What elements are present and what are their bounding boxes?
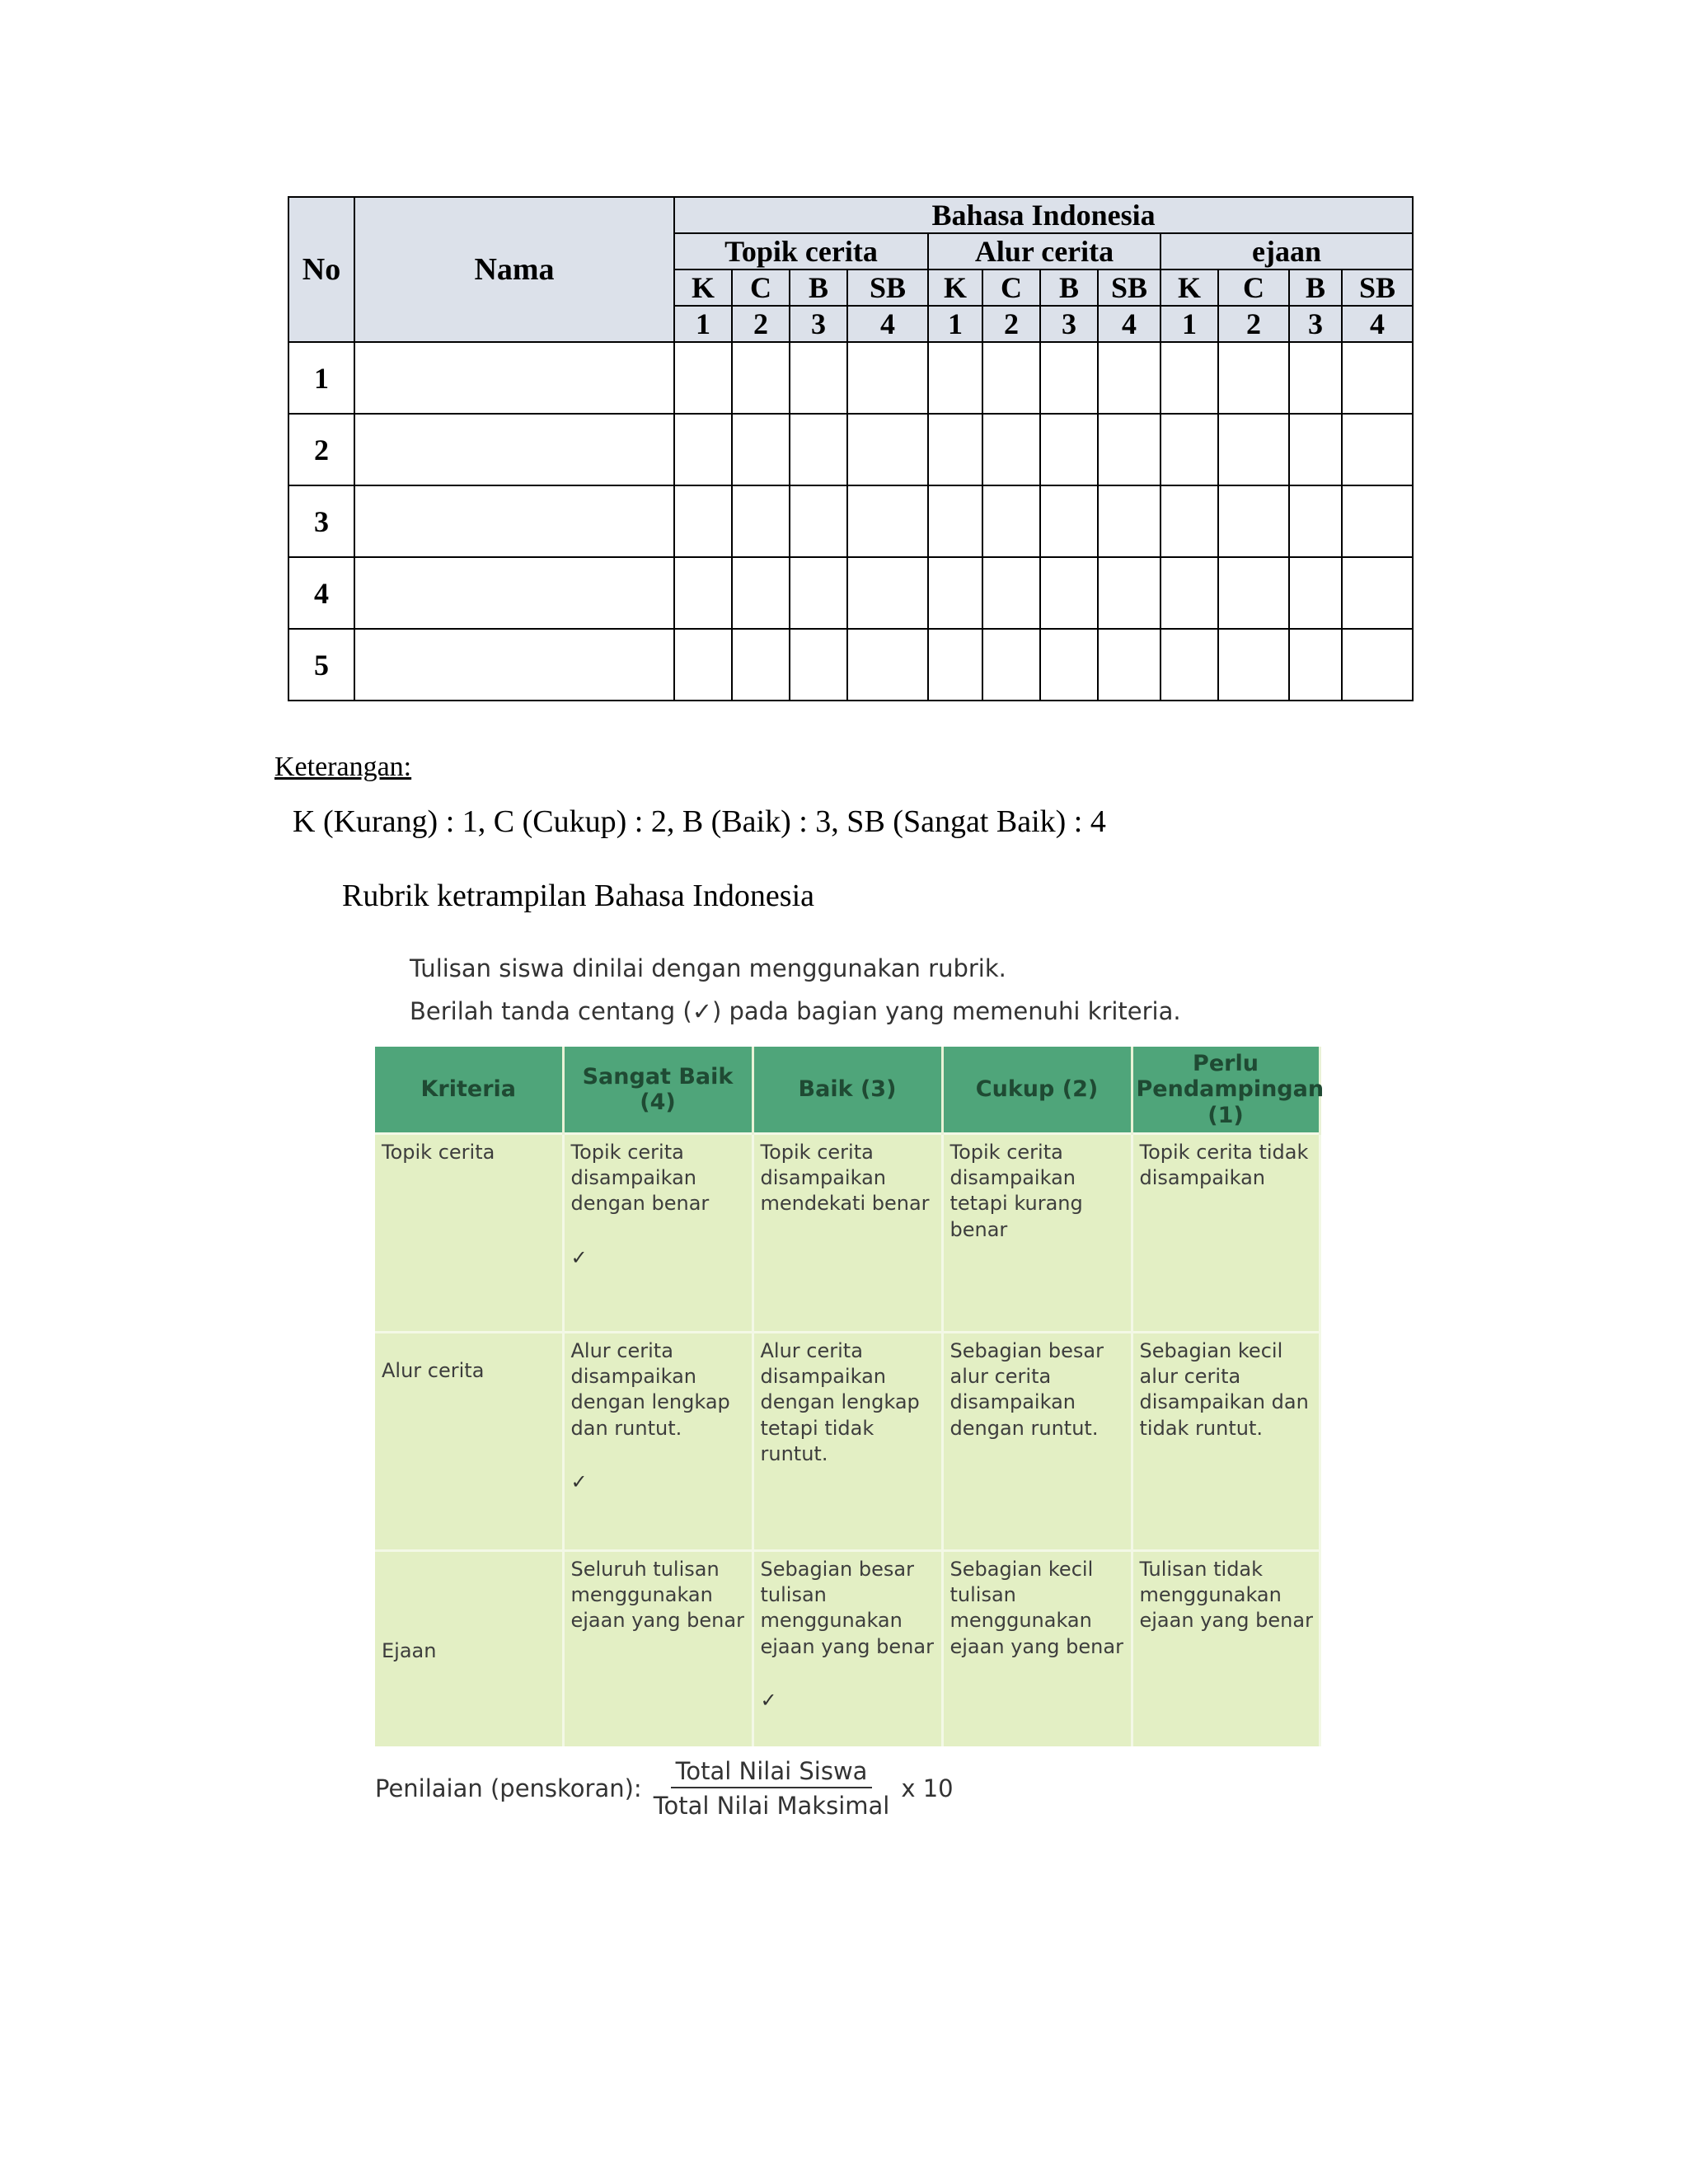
formula-denominator: Total Nilai Maksimal xyxy=(653,1792,890,1820)
table-row xyxy=(288,557,1413,629)
score-cell[interactable] xyxy=(1289,414,1342,485)
rubric-criteria: Alur cerita xyxy=(375,1333,563,1551)
score-cell[interactable] xyxy=(928,414,982,485)
check-mark-icon: ✓ xyxy=(760,1688,777,1712)
rubric-cell-text: Topik cerita tidak disampaikan xyxy=(1139,1141,1309,1190)
rubric-cell xyxy=(563,1134,753,1333)
notes-heading: Keterangan: xyxy=(274,752,412,782)
header-level: B xyxy=(1289,269,1342,306)
header-level: SB xyxy=(1342,269,1413,306)
score-cell[interactable] xyxy=(790,342,847,414)
score-cell[interactable] xyxy=(1342,557,1413,629)
header-score: 4 xyxy=(1098,306,1160,342)
rubric-cell-text: Alur cerita disampaikan dengan lengkap tetapi tidak runtut. xyxy=(760,1339,920,1465)
score-cell[interactable] xyxy=(732,414,790,485)
rubric-instruction: Tulisan siswa dinilai dengan menggunakan rubrik. xyxy=(410,954,1006,982)
score-cell[interactable] xyxy=(928,342,982,414)
rubric-header: Kriteria xyxy=(375,1047,563,1134)
rubric-cell xyxy=(753,1134,942,1333)
rubric-row xyxy=(375,1333,1320,1551)
header-score: 3 xyxy=(1040,306,1098,342)
header-level: B xyxy=(1040,269,1098,306)
score-cell[interactable] xyxy=(1040,629,1098,701)
score-cell[interactable] xyxy=(1098,342,1160,414)
score-cell[interactable] xyxy=(1342,414,1413,485)
header-score: 2 xyxy=(982,306,1040,342)
row-number: 3 xyxy=(288,485,354,557)
header-score: 1 xyxy=(1160,306,1218,342)
rubric-cell-text: Sebagian kecil alur cerita disampaikan dan tidak runtut. xyxy=(1139,1339,1309,1440)
score-cell[interactable] xyxy=(1218,414,1289,485)
header-subject: Bahasa Indonesia xyxy=(674,197,1413,233)
score-cell[interactable] xyxy=(1098,557,1160,629)
header-group-alur: Alur cerita xyxy=(928,233,1160,269)
score-cell[interactable] xyxy=(1098,629,1160,701)
header-no: No xyxy=(288,197,354,342)
score-cell[interactable] xyxy=(732,485,790,557)
formula-multiplier: x 10 xyxy=(901,1774,954,1802)
score-cell[interactable] xyxy=(1218,342,1289,414)
header-score: 2 xyxy=(1218,306,1289,342)
row-number: 1 xyxy=(288,342,354,414)
rubric-header: Cukup (2) xyxy=(942,1047,1132,1134)
rubric-row xyxy=(375,1551,1320,1747)
header-level: C xyxy=(982,269,1040,306)
score-cell[interactable] xyxy=(790,414,847,485)
rubric-header: Sangat Baik (4) xyxy=(563,1047,753,1134)
score-cell[interactable] xyxy=(1160,629,1218,701)
score-cell[interactable] xyxy=(928,629,982,701)
score-table-body xyxy=(288,342,1413,701)
score-cell[interactable] xyxy=(732,342,790,414)
table-row xyxy=(288,629,1413,701)
score-cell[interactable] xyxy=(1098,414,1160,485)
score-cell[interactable] xyxy=(1040,557,1098,629)
header-score: 4 xyxy=(1342,306,1413,342)
rubric-header: Perlu Pendampingan (1) xyxy=(1132,1047,1320,1134)
score-cell[interactable] xyxy=(674,629,732,701)
check-mark-icon: ✓ xyxy=(570,1469,588,1493)
score-cell[interactable] xyxy=(982,557,1040,629)
row-number: 5 xyxy=(288,629,354,701)
score-table xyxy=(288,196,1414,701)
score-cell[interactable] xyxy=(674,557,732,629)
name-cell[interactable] xyxy=(354,557,674,629)
score-cell[interactable] xyxy=(1289,629,1342,701)
rubric-cell xyxy=(942,1333,1132,1551)
score-cell[interactable] xyxy=(847,342,928,414)
rubric-cell-text: Sebagian besar tulisan menggunakan ejaan yang benar xyxy=(760,1558,934,1658)
notes-legend: K (Kurang) : 1, C (Cukup) : 2, B (Baik) : 3, SB (Sangat Baik) : 4 xyxy=(293,804,1106,839)
score-cell[interactable] xyxy=(1342,485,1413,557)
score-cell[interactable] xyxy=(1342,629,1413,701)
rubric-cell-text: Sebagian besar alur cerita disampaikan dengan runtut. xyxy=(950,1339,1104,1440)
rubric-cell-text: Topik cerita disampaikan mendekati benar xyxy=(760,1141,930,1216)
row-number: 4 xyxy=(288,557,354,629)
rubric-title: Rubrik ketrampilan Bahasa Indonesia xyxy=(342,879,815,913)
score-cell[interactable] xyxy=(847,557,928,629)
scoring-formula xyxy=(375,1757,954,1820)
check-mark-icon: ✓ xyxy=(570,1245,588,1269)
table-row xyxy=(288,342,1413,414)
header-nama: Nama xyxy=(354,197,674,342)
header-level: K xyxy=(1160,269,1218,306)
header-level: C xyxy=(732,269,790,306)
header-group-topik: Topik cerita xyxy=(674,233,928,269)
header-level: C xyxy=(1218,269,1289,306)
score-cell[interactable] xyxy=(732,557,790,629)
rubric-cell xyxy=(563,1551,753,1747)
rubric-cell xyxy=(563,1333,753,1551)
score-cell[interactable] xyxy=(1040,342,1098,414)
score-cell[interactable] xyxy=(1218,629,1289,701)
header-score: 1 xyxy=(928,306,982,342)
header-score: 4 xyxy=(847,306,928,342)
score-cell[interactable] xyxy=(1040,414,1098,485)
rubric-cell xyxy=(753,1333,942,1551)
rubric-cell-text: Topik cerita disampaikan tetapi kurang benar xyxy=(950,1141,1083,1241)
rubric-cell xyxy=(1132,1134,1320,1333)
name-cell[interactable] xyxy=(354,414,674,485)
rubric-cell-text: Tulisan tidak menggunakan ejaan yang benar xyxy=(1139,1558,1313,1633)
rubric-cell xyxy=(942,1551,1132,1747)
header-level: K xyxy=(928,269,982,306)
table-row xyxy=(288,485,1413,557)
score-cell[interactable] xyxy=(1040,485,1098,557)
score-cell[interactable] xyxy=(1218,557,1289,629)
rubric-cell-text: Seluruh tulisan menggunakan ejaan yang benar xyxy=(570,1558,744,1633)
rubric-body xyxy=(375,1134,1320,1747)
score-cell[interactable] xyxy=(1160,485,1218,557)
score-cell[interactable] xyxy=(732,629,790,701)
score-cell[interactable] xyxy=(928,557,982,629)
rubric-criteria: Topik cerita xyxy=(375,1134,563,1333)
score-cell[interactable] xyxy=(1160,342,1218,414)
header-score: 3 xyxy=(1289,306,1342,342)
score-cell[interactable] xyxy=(982,629,1040,701)
name-cell[interactable] xyxy=(354,485,674,557)
header-score: 3 xyxy=(790,306,847,342)
score-cell[interactable] xyxy=(1289,342,1342,414)
rubric-cell xyxy=(1132,1333,1320,1551)
score-cell[interactable] xyxy=(674,485,732,557)
score-cell[interactable] xyxy=(790,557,847,629)
rubric-cell xyxy=(753,1551,942,1747)
rubric-header: Baik (3) xyxy=(753,1047,942,1134)
table-row xyxy=(288,414,1413,485)
rubric-cell xyxy=(1132,1551,1320,1747)
score-cell[interactable] xyxy=(674,414,732,485)
rubric-cell-text: Alur cerita disampaikan dengan lengkap dan runtut. xyxy=(570,1339,730,1440)
formula-fraction xyxy=(649,1757,895,1820)
score-cell[interactable] xyxy=(790,485,847,557)
formula-numerator: Total Nilai Siswa xyxy=(671,1757,873,1788)
header-level: K xyxy=(674,269,732,306)
score-cell[interactable] xyxy=(1342,342,1413,414)
score-cell[interactable] xyxy=(982,485,1040,557)
header-score: 2 xyxy=(732,306,790,342)
score-cell[interactable] xyxy=(847,629,928,701)
name-cell[interactable] xyxy=(354,342,674,414)
score-cell[interactable] xyxy=(1289,485,1342,557)
score-cell[interactable] xyxy=(1218,485,1289,557)
header-group-ejaan: ejaan xyxy=(1160,233,1413,269)
score-cell[interactable] xyxy=(1098,485,1160,557)
score-cell[interactable] xyxy=(847,414,928,485)
header-level: SB xyxy=(847,269,928,306)
header-score: 1 xyxy=(674,306,732,342)
rubric-cell-text: Topik cerita disampaikan dengan benar xyxy=(570,1141,710,1216)
rubric-row xyxy=(375,1134,1320,1333)
score-cell[interactable] xyxy=(790,629,847,701)
score-cell[interactable] xyxy=(1160,557,1218,629)
rubric-cell xyxy=(942,1134,1132,1333)
score-cell[interactable] xyxy=(1160,414,1218,485)
rubric-cell-text: Sebagian kecil tulisan menggunakan ejaan yang benar xyxy=(950,1558,1123,1658)
header-level: B xyxy=(790,269,847,306)
score-cell[interactable] xyxy=(674,342,732,414)
rubric-table xyxy=(375,1047,1325,1746)
header-level: SB xyxy=(1098,269,1160,306)
name-cell[interactable] xyxy=(354,629,674,701)
score-cell[interactable] xyxy=(1289,557,1342,629)
row-number: 2 xyxy=(288,414,354,485)
formula-label: Penilaian (penskoran): xyxy=(375,1774,642,1802)
score-cell[interactable] xyxy=(928,485,982,557)
rubric-figure xyxy=(375,948,1325,1820)
rubric-instruction: Berilah tanda centang (✓) pada bagian yang memenuhi kriteria. xyxy=(410,997,1181,1025)
score-cell[interactable] xyxy=(847,485,928,557)
score-cell[interactable] xyxy=(982,342,1040,414)
rubric-criteria: Ejaan xyxy=(375,1551,563,1747)
score-cell[interactable] xyxy=(982,414,1040,485)
